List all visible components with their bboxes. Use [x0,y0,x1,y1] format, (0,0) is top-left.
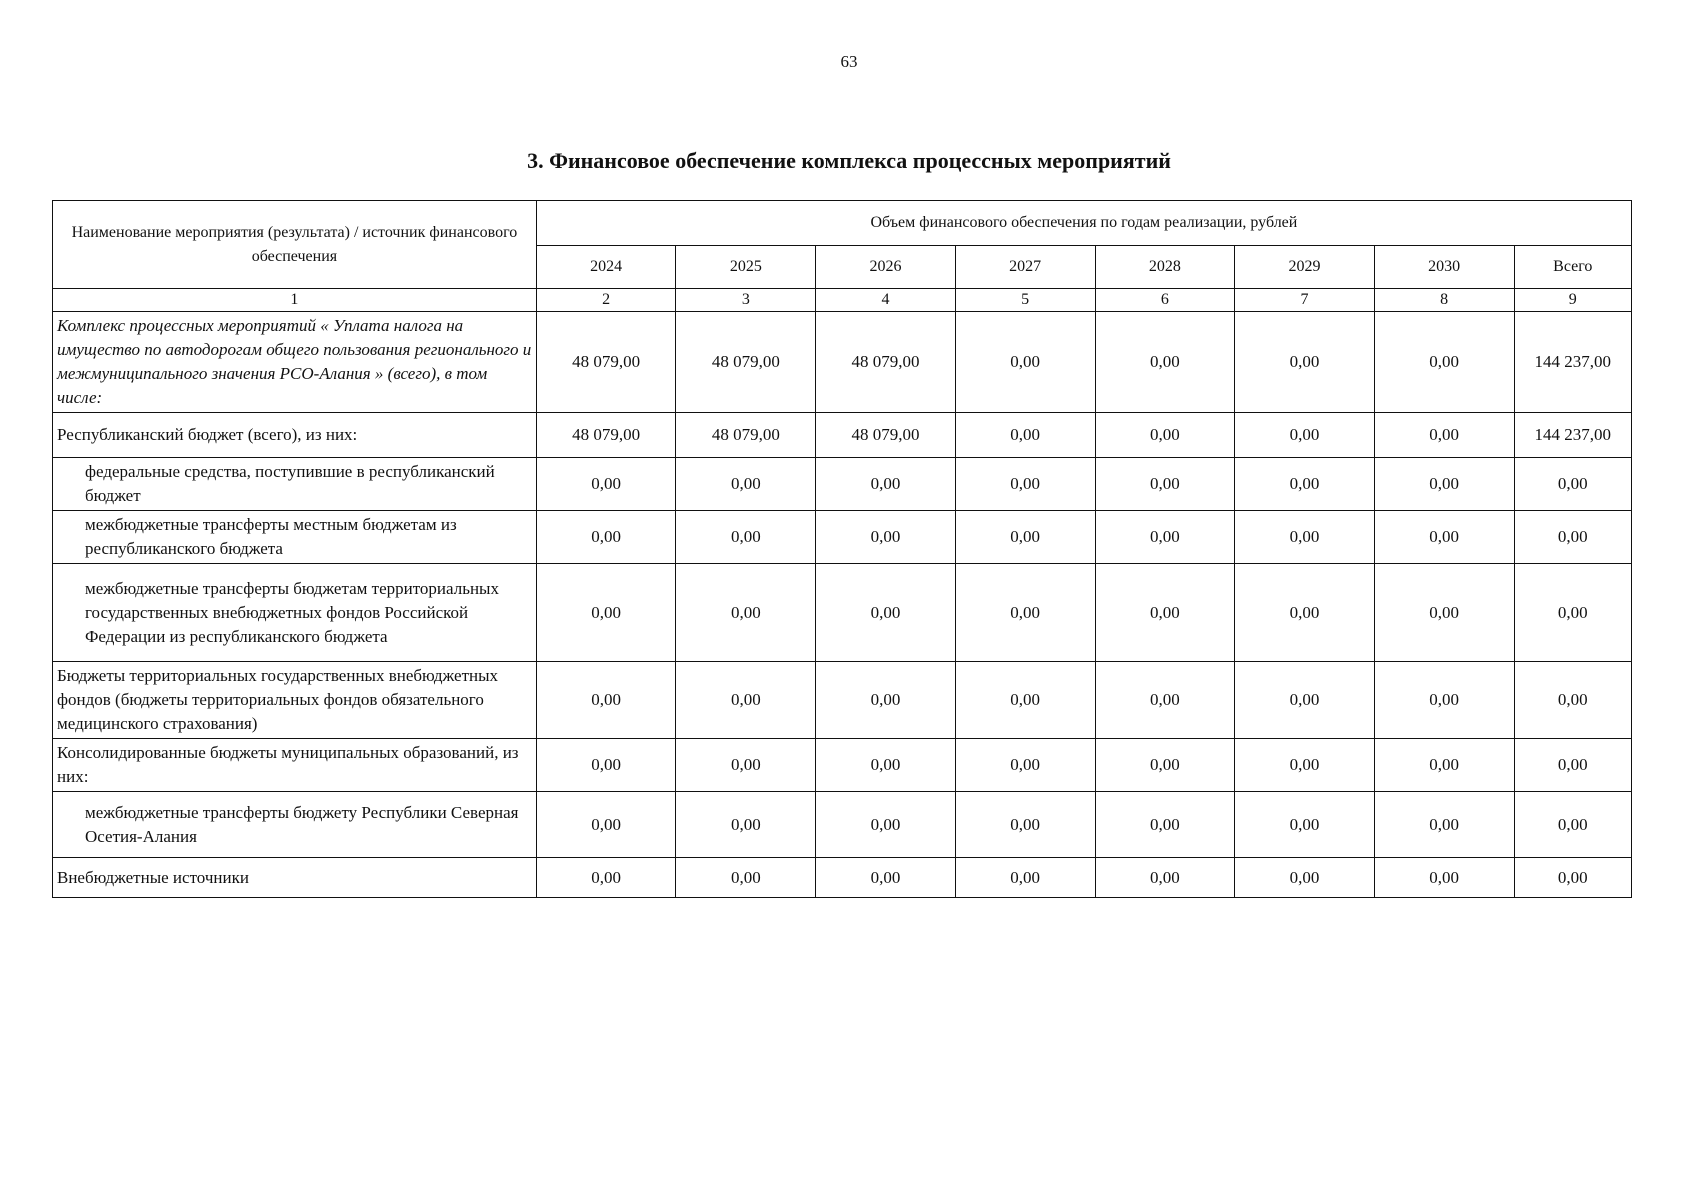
row-value: 0,00 [676,511,816,564]
table-row [53,858,1632,898]
row-value: 0,00 [955,458,1095,511]
row-value: 0,00 [1235,564,1375,662]
column-number: 2 [536,289,676,312]
header-year: 2030 [1374,246,1514,289]
page-title: 3. Финансовое обеспечение комплекса процессных мероприятий [527,148,1171,173]
row-value: 0,00 [1235,458,1375,511]
row-value: 0,00 [1374,312,1514,413]
row-value: 0,00 [1095,511,1235,564]
header-name-column: Наименование мероприятия (результата) / источник финансового обеспечения [53,201,537,289]
table-row [53,458,1632,511]
row-value: 0,00 [955,413,1095,458]
row-value: 48 079,00 [676,413,816,458]
row-value: 0,00 [536,792,676,858]
row-value: 0,00 [1095,564,1235,662]
row-value: 0,00 [955,662,1095,739]
row-value: 0,00 [1514,564,1631,662]
financing-table [52,200,1632,898]
row-value: 0,00 [1374,511,1514,564]
row-name: Комплекс процессных мероприятий « Уплата налога на имущество по автодорогам общего пользования регионального и межмуниципального значения РСО-Алания » (всего), в том числе: [53,312,537,413]
row-value: 0,00 [1374,858,1514,898]
row-value: 144 237,00 [1514,413,1631,458]
header-year: 2029 [1235,246,1375,289]
row-value: 0,00 [676,458,816,511]
column-numbers-row [53,289,1632,312]
row-value: 0,00 [1235,662,1375,739]
row-value: 0,00 [536,458,676,511]
table-row [53,312,1632,413]
row-value: 48 079,00 [676,312,816,413]
row-value: 0,00 [1514,458,1631,511]
column-number: 9 [1514,289,1631,312]
row-value: 0,00 [1235,511,1375,564]
row-value: 0,00 [1374,413,1514,458]
column-number: 7 [1235,289,1375,312]
row-name: межбюджетные трансферты бюджетам территориальных государственных внебюджетных фондов Российской Федерации из республиканского бюджета [53,564,537,662]
table-row [53,511,1632,564]
row-value: 48 079,00 [816,312,956,413]
row-value: 0,00 [1095,792,1235,858]
row-value: 0,00 [536,511,676,564]
row-value: 0,00 [1514,511,1631,564]
header-year: 2027 [955,246,1095,289]
row-value: 0,00 [955,739,1095,792]
row-value: 0,00 [955,858,1095,898]
table-row [53,739,1632,792]
row-value: 0,00 [816,564,956,662]
row-value: 0,00 [676,662,816,739]
row-value: 0,00 [1095,739,1235,792]
row-value: 0,00 [816,739,956,792]
row-value: 0,00 [816,858,956,898]
row-value: 0,00 [536,564,676,662]
row-value: 0,00 [1374,662,1514,739]
row-value: 0,00 [1514,792,1631,858]
row-value: 0,00 [1374,792,1514,858]
row-value: 0,00 [536,662,676,739]
row-value: 0,00 [1235,312,1375,413]
column-number: 1 [53,289,537,312]
row-value: 0,00 [1095,662,1235,739]
row-value: 0,00 [676,858,816,898]
row-value: 0,00 [955,792,1095,858]
header-year: 2025 [676,246,816,289]
row-value: 0,00 [1514,662,1631,739]
row-value: 0,00 [1235,413,1375,458]
table-row [53,662,1632,739]
row-value: 0,00 [816,662,956,739]
row-value: 0,00 [1235,792,1375,858]
table-row [53,413,1632,458]
row-name: Консолидированные бюджеты муниципальных образований, из них: [53,739,537,792]
row-value: 0,00 [1095,458,1235,511]
row-value: 0,00 [816,511,956,564]
row-value: 48 079,00 [536,413,676,458]
column-number: 3 [676,289,816,312]
column-number: 4 [816,289,956,312]
table-header-row [53,201,1632,246]
row-name: федеральные средства, поступившие в республиканский бюджет [53,458,537,511]
header-year: 2026 [816,246,956,289]
row-name: Бюджеты территориальных государственных внебюджетных фондов (бюджеты территориальных фондов обязательного медицинского страхования) [53,662,537,739]
header-volume-column: Объем финансового обеспечения по годам реализации, рублей [536,201,1631,246]
row-value: 0,00 [1514,739,1631,792]
row-name: межбюджетные трансферты бюджету Республики Северная Осетия-Алания [53,792,537,858]
row-value: 0,00 [676,792,816,858]
row-value: 0,00 [676,564,816,662]
row-value: 0,00 [1095,858,1235,898]
column-number: 8 [1374,289,1514,312]
row-value: 0,00 [816,792,956,858]
row-value: 0,00 [955,312,1095,413]
row-value: 0,00 [1374,458,1514,511]
row-name: Республиканский бюджет (всего), из них: [53,413,537,458]
row-value: 0,00 [816,458,956,511]
header-total: Всего [1514,246,1631,289]
row-value: 48 079,00 [536,312,676,413]
row-value: 0,00 [676,739,816,792]
row-value: 48 079,00 [816,413,956,458]
table-row [53,564,1632,662]
row-value: 0,00 [1095,413,1235,458]
row-value: 0,00 [1235,858,1375,898]
column-number: 5 [955,289,1095,312]
table-row [53,792,1632,858]
row-value: 144 237,00 [1514,312,1631,413]
row-value: 0,00 [955,511,1095,564]
row-value: 0,00 [955,564,1095,662]
row-name: межбюджетные трансферты местным бюджетам из республиканского бюджета [53,511,537,564]
row-value: 0,00 [1095,312,1235,413]
row-value: 0,00 [1374,739,1514,792]
page-number: 63 [840,52,858,71]
row-value: 0,00 [1514,858,1631,898]
row-value: 0,00 [536,739,676,792]
row-name: Внебюджетные источники [53,858,537,898]
row-value: 0,00 [536,858,676,898]
column-number: 6 [1095,289,1235,312]
header-year: 2024 [536,246,676,289]
row-value: 0,00 [1374,564,1514,662]
header-year: 2028 [1095,246,1235,289]
row-value: 0,00 [1235,739,1375,792]
